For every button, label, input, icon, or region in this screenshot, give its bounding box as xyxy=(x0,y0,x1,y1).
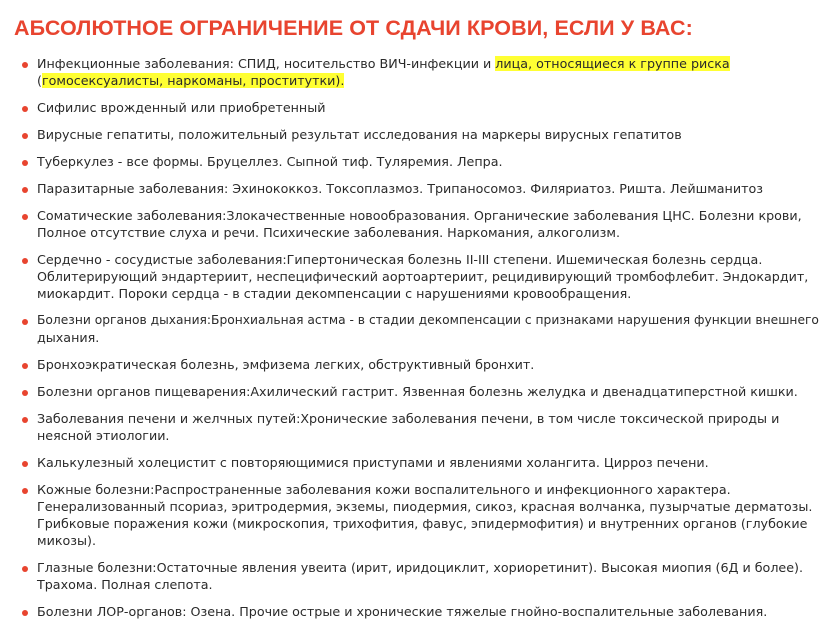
bullet-icon xyxy=(22,390,28,396)
bullet-icon xyxy=(22,566,28,572)
item-text: Болезни ЛОР-органов: Озена. Прочие острые и хронические тяжелые гнойно-воспалительные заболевания. xyxy=(37,604,768,619)
bullet-icon xyxy=(22,610,28,616)
item-line xyxy=(37,55,730,72)
item-text: неясной этиологии. xyxy=(37,428,170,443)
bullet-icon xyxy=(22,488,28,494)
item-text: Полное отсутствие слуха и речи. Психические заболевания. Наркомания, алкоголизм. xyxy=(37,225,620,240)
item-text: Сифилис врожденный или приобретенный xyxy=(37,100,326,115)
bullet-icon xyxy=(22,106,28,112)
bullet-icon xyxy=(22,461,28,467)
item-text: Заболевания печени и желчных путей:Хронические заболевания печени, в том числе токсической природы и xyxy=(37,411,780,426)
item-text: миокардит. Пороки сердца - в стадии декомпенсации с нарушениями кровообращения. xyxy=(37,286,632,301)
item-line xyxy=(37,72,344,89)
item-text: Соматические заболевания:Злокачественные новообразования. Органические заболевания ЦНС. Болезни крови, xyxy=(37,208,802,223)
item-text: Болезни органов дыхания:Бронхиальная астма - в стадии декомпенсации с признаками нарушения функции внешнего xyxy=(37,313,819,327)
item-text: Генерализованный псориаз, эритродермия, экземы, пиодермия, сикоз, красная волчанка, пузырчатые дерматозы. xyxy=(37,499,813,514)
item-text: Глазные болезни:Остаточные явления увеита (ирит, иридоциклит, хориоретинит). Высокая миопия (6Д и более). xyxy=(37,560,804,575)
bullet-icon xyxy=(22,62,28,68)
item-text: Трахома. Полная слепота. xyxy=(37,577,213,592)
bullet-icon xyxy=(22,319,28,325)
item-text: Паразитарные заболевания: Эхинококкоз. Токсоплазмоз. Трипаносомоз. Филяриатоз. Ришта. Лейшманитоз xyxy=(37,181,763,196)
item-text: ( xyxy=(37,73,42,88)
item-text: Болезни органов пищеварения:Ахилический гастрит. Язвенная болезнь желудка и двенадцатиперстной кишки. xyxy=(37,384,798,399)
bullet-icon xyxy=(22,187,28,193)
bullet-icon xyxy=(22,363,28,369)
item-text: Грибковые поражения кожи (микроскопия, трихофития, фавус, эпидермофития) и внутренних органов (глубокие xyxy=(37,516,808,531)
item-text: Калькулезный холецистит с повторяющимися приступами и явлениями холангита. Цирроз печени. xyxy=(37,455,709,470)
item-text: Бронхоэкратическая болезнь, эмфизема легких, обструктивный бронхит. xyxy=(37,357,535,372)
item-text: Туберкулез - все формы. Бруцеллез. Сыпной тиф. Туляремия. Лепра. xyxy=(37,154,503,169)
bullet-icon xyxy=(22,133,28,139)
item-text: Вирусные гепатиты, положительный результат исследования на маркеры вирусных гепатитов xyxy=(37,127,682,142)
page-title: АБСОЛЮТНОЕ ОГРАНИЧЕНИЕ ОТ СДАЧИ КРОВИ, ЕСЛИ У ВАС: xyxy=(14,16,693,40)
bullet-icon xyxy=(22,258,28,264)
bullet-icon xyxy=(22,417,28,423)
highlighted-text: лица, относящиеся к группе риска xyxy=(495,56,730,71)
item-text: Инфекционные заболевания: СПИД, носительство ВИЧ-инфекции и xyxy=(37,56,496,71)
item-text: Кожные болезни:Распространенные заболевания кожи воспалительного и инфекционного характера. xyxy=(37,482,731,497)
item-text: Облитерирующий эндартериит, неспецифический аортоартериит, рецидивирующий тромбофлебит. Эндокардит, xyxy=(37,269,809,284)
item-text: Сердечно - сосудистые заболевания:Гипертоническая болезнь II-III степени. Ишемическая болезнь сердца. xyxy=(37,252,763,267)
item-text: микозы). xyxy=(37,533,96,548)
bullet-icon xyxy=(22,160,28,166)
item-text: дыхания. xyxy=(37,330,100,345)
bullet-icon xyxy=(22,214,28,220)
highlighted-text: гомосексуалисты, наркоманы, проститутки). xyxy=(41,73,345,88)
